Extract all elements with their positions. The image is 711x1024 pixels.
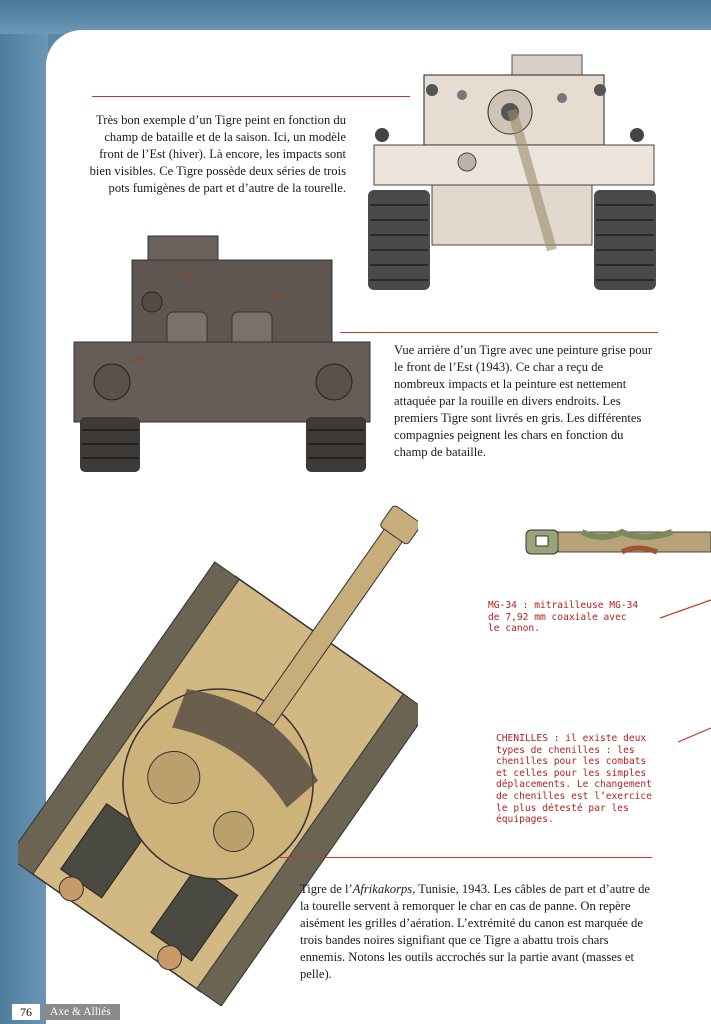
chenilles-callout-line [678,724,711,746]
mg34-barrel-illustration [522,524,711,560]
grey-tiger-rear-illustration [72,232,372,474]
caption-afrika-italic: Afrikakorps [352,882,413,896]
rule-afrika-caption [280,857,652,858]
mg34-callout-line [660,596,711,622]
caption-chenilles: CHENILLES : il existe deux types de chenilles : les chenilles pour les combats et celles pour les simples déplacements. Le changement de chenilles est l’exercice le plus détesté par les équipages. [496,733,652,826]
rule-winter-caption [92,96,410,97]
caption-afrika-rest: , Tunisie, 1943. Les câbles de part et d’autre de la tourelle servent à remorquer le char en cas de panne. On repère aisément les grilles d’aération. L’extrémité du canon est marquée de trois bandes noires signifiant que ce Tigre a abattu trois chars ennemis. Notons les outils accrochés sur la partie avant (masses et pelle). [300,882,651,981]
caption-afrikakorps-tiger [300,881,652,983]
caption-winter-tiger: Très bon exemple d’un Tigre peint en fonction du champ de bataille et de la saison. Ici, un modèle front de l’Est (hiver). Là encore, les impacts sont bien visibles. Ce Tigre possède deux séries de trois pots fumigènes de part et d’autre de la tourelle. [89,113,346,195]
winter-tiger-front-illustration [362,50,662,295]
caption-mg34: MG-34 : mitrailleuse MG-34 de 7,92 mm coaxiale avec le canon. [488,600,639,635]
publication-name: Axe & Alliés [42,1004,120,1020]
caption-rear-tiger: Vue arrière d’un Tigre avec une peinture grise pour le front de l’Est (1943). Ce char a reçu de nombreux impacts et la peinture est nettement attaquée par la rouille en divers endroits. Les premiers Tigre sont livrés en gris. Les différentes compagnies peignent les chars en fonction du champ de bataille. [394,343,653,459]
caption-afrika-prefix: Tigre de l’ [300,882,353,896]
page-number: 76 [12,1004,40,1020]
rule-rear-caption [340,332,658,333]
page-border-top [0,0,711,34]
